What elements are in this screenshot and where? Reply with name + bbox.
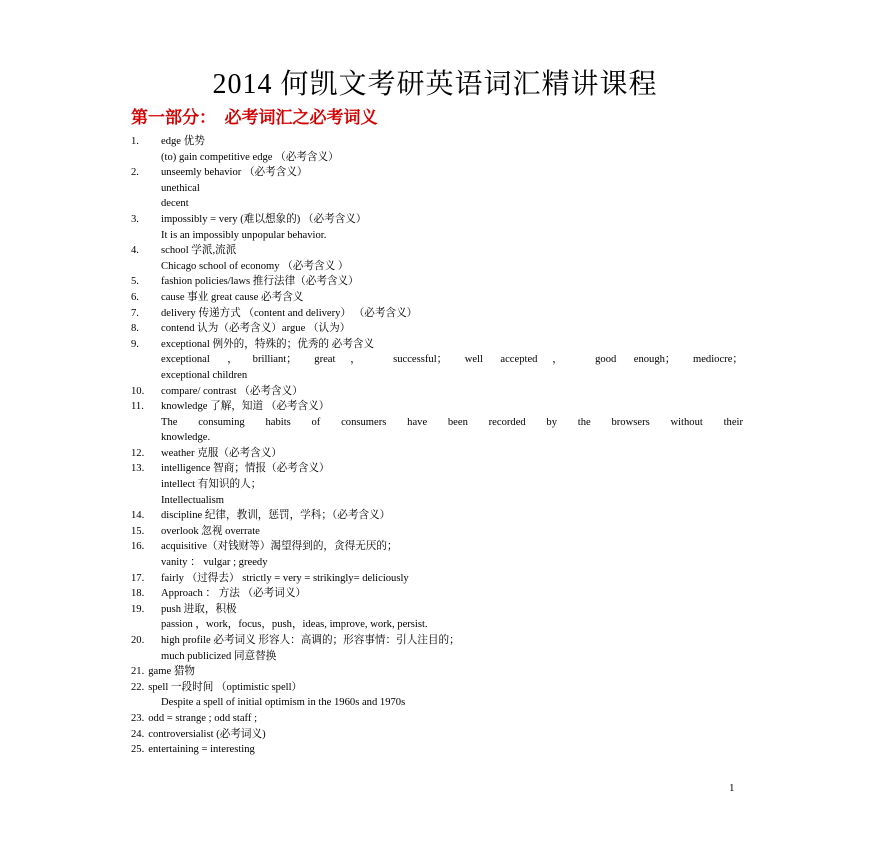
vocab-entry — [131, 727, 743, 743]
entry-example-line: (to) gain competitive edge （必考含义） — [161, 151, 339, 163]
entry-number: 21. — [131, 666, 145, 678]
vocab-entry-line — [131, 602, 743, 618]
entry-number: 1. — [131, 136, 139, 147]
entry-term: entertaining = interesting — [148, 744, 255, 756]
entry-term: controversialist (必考词义) — [148, 728, 266, 740]
vocab-entry-line — [131, 633, 743, 649]
vocab-entry — [131, 306, 743, 322]
document-title: 2014 何凯文考研英语词汇精讲课程 — [212, 69, 658, 100]
entry-term: acquisitive（对钱财等）渴望得到的，贪得无厌的； — [161, 541, 398, 553]
vocab-entry-line — [131, 727, 743, 743]
vocab-entry-line — [131, 742, 743, 758]
entry-number: 16. — [131, 541, 145, 553]
vocab-entry — [131, 508, 743, 524]
entry-number: 20. — [131, 635, 145, 646]
entry-term: compare/ contrast （必考含义） — [161, 385, 303, 397]
vocab-entry-line — [131, 664, 743, 680]
entry-number: 5. — [131, 276, 139, 288]
entry-term: impossibly = very (难以想象的) （必考含义） — [161, 213, 367, 225]
vocab-entry-line — [131, 165, 743, 181]
entry-example-line: Despite a spell of initial optimism in the 1960s and 1970s — [161, 697, 406, 709]
entry-term: odd = strange ; odd staff ; — [148, 712, 258, 724]
entry-number: 15. — [131, 525, 145, 537]
entry-term: fashion policies/laws 推行法律（必考含义） — [161, 276, 359, 288]
entry-example-line: exceptional ，brilliant； great， successful； well accepted， good enough； mediocre； — [161, 354, 743, 366]
entry-term: game 猎物 — [148, 666, 196, 678]
entry-term: unseemly behavior （必考含义） — [161, 167, 308, 179]
entry-term: overlook 忽视 overrate — [161, 525, 260, 537]
entry-example-line: It is an impossibly unpopular behavior. — [161, 229, 327, 241]
vocab-entry-line — [131, 337, 743, 353]
vocab-entry — [131, 571, 743, 587]
entry-number: 2. — [131, 167, 139, 179]
vocab-entry — [131, 384, 743, 400]
vocab-entry-line — [131, 446, 743, 462]
vocab-entry-line — [131, 461, 743, 477]
vocab-entry — [131, 461, 743, 508]
entry-number: 24. — [131, 728, 145, 740]
vocab-entry-line — [131, 508, 743, 524]
entry-example-line: The consuming habits of consumers have been recorded by the browsers without their — [161, 416, 743, 428]
entry-term: exceptional 例外的，特殊的；优秀的 必考含义 — [161, 338, 375, 350]
entry-term: spell 一段时间 （optimistic spell） — [148, 681, 303, 693]
entry-number: 8. — [131, 323, 139, 335]
entry-number: 10. — [131, 385, 145, 397]
entry-number: 11. — [131, 401, 144, 413]
entry-term: contend 认为（必考含义）argue （认为） — [161, 323, 351, 335]
vocab-entry — [131, 742, 743, 758]
entry-example-line: Intellectualism — [161, 494, 224, 506]
section-heading: 第一部分： 必考词汇之必考词义 — [131, 108, 378, 127]
entry-number: 3. — [131, 213, 139, 225]
entry-term: discipline 纪律，教训，惩罚，学科；（必考含义） — [161, 510, 391, 522]
entry-number: 13. — [131, 463, 145, 475]
entry-example-line: vanity ： vulgar ; greedy — [161, 557, 268, 569]
vocab-entry-line — [131, 134, 743, 150]
entry-example-line: Chicago school of economy （必考含义 ） — [161, 260, 349, 272]
vocab-entry-line — [131, 306, 743, 322]
vocab-entry-line — [131, 243, 743, 259]
vocab-entry — [131, 165, 743, 212]
entry-example-line: knowledge. — [161, 432, 211, 444]
entry-term: edge 优势 — [161, 136, 205, 147]
vocab-entry — [131, 446, 743, 462]
entry-number: 17. — [131, 572, 145, 584]
entry-example-line: exceptional children — [161, 369, 248, 381]
entry-number: 19. — [131, 603, 145, 615]
entry-term: Approach ： 方法 （必考词义） — [161, 588, 307, 600]
vocab-entry — [131, 680, 743, 711]
vocab-entry — [131, 134, 743, 165]
entry-term: knowledge 了解，知道 （必考含义） — [161, 401, 330, 413]
entry-term: cause 事业 great cause 必考含义 — [161, 291, 304, 303]
vocab-entry-line — [131, 539, 743, 555]
entry-term: push 进取，积极 — [161, 603, 237, 615]
vocab-entry-line — [131, 680, 743, 696]
entry-number: 22. — [131, 681, 145, 693]
entry-term: school 学派,流派 — [161, 245, 237, 257]
entry-example-line: much publicized 同意替换 — [161, 650, 277, 662]
entry-number: 25. — [131, 744, 145, 756]
vocab-entry — [131, 586, 743, 602]
entry-number: 9. — [131, 338, 139, 350]
vocab-entry — [131, 337, 743, 384]
entry-term: weather 克服（必考含义） — [161, 447, 282, 459]
vocab-entry — [131, 399, 743, 446]
entry-example-line: intellect 有知识的人； — [161, 479, 262, 491]
entry-example-line: decent — [161, 198, 189, 210]
entry-number: 4. — [131, 245, 139, 257]
entry-number: 6. — [131, 291, 139, 303]
vocab-entry — [131, 321, 743, 337]
vocab-entry-line — [131, 212, 743, 228]
vocab-entry — [131, 290, 743, 306]
entry-number: 7. — [131, 307, 139, 319]
vocab-entry-line — [131, 290, 743, 306]
vocab-entry — [131, 539, 743, 570]
vocab-entry-line — [131, 571, 743, 587]
page-number: 1 — [729, 782, 735, 794]
vocab-entry — [131, 274, 743, 290]
entry-number: 12. — [131, 447, 145, 459]
vocab-entry-line — [131, 274, 743, 290]
vocab-entry-line — [131, 321, 743, 337]
vocab-entry — [131, 711, 743, 727]
entry-term: fairly （过得去） strictly = very = strikingly= deliciously — [161, 572, 409, 584]
vocab-entry-line — [131, 524, 743, 540]
entry-number: 18. — [131, 588, 145, 600]
vocab-entry — [131, 633, 743, 664]
entry-example-line: unethical — [161, 182, 200, 194]
entry-term: high profile 必考词义 形容人：高调的；形容事情：引人注目的； — [161, 635, 460, 646]
entry-number: 14. — [131, 510, 145, 522]
vocab-entry-line — [131, 711, 743, 727]
entry-term: delivery 传递方式 （content and delivery） （必考含义） — [161, 307, 418, 319]
entry-example-line: passion ，work，focus，push，ideas, improve, work, persist. — [161, 619, 428, 631]
vocab-entry — [131, 212, 743, 243]
vocab-entry — [131, 243, 743, 274]
vocab-entry — [131, 602, 743, 633]
vocab-entry-line — [131, 399, 743, 415]
vocabulary-list — [131, 134, 743, 758]
vocab-entry-line — [131, 384, 743, 400]
vocab-entry — [131, 524, 743, 540]
vocab-entry — [131, 664, 743, 680]
vocab-entry-line — [131, 586, 743, 602]
entry-term: intelligence 智商；情报（必考含义） — [161, 463, 330, 475]
entry-number: 23. — [131, 712, 145, 724]
